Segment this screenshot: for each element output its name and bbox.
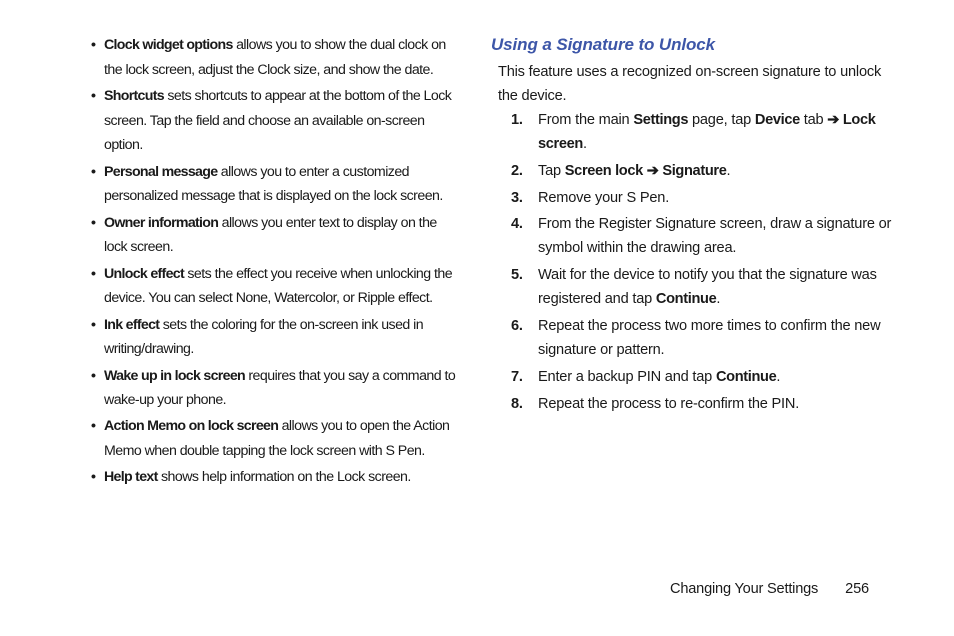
step-ui-label: Settings: [633, 112, 689, 128]
step-text: Enter a backup PIN and tap: [538, 368, 716, 385]
bullet-item: [91, 414, 459, 463]
bullet-description: allows you to enter a customized personalized message that is displayed on the lock screen.: [104, 163, 443, 205]
signature-steps-list: [491, 108, 901, 416]
step-ui-label: Continue: [715, 368, 777, 385]
bullet-item: [91, 465, 459, 490]
bullet-term: Action Memo on lock screen: [104, 418, 279, 435]
lock-screen-options-column: [91, 33, 459, 492]
step-ui-label: Device: [754, 112, 800, 128]
step-ui-label: ➔ Lock screen: [538, 112, 876, 152]
bullet-description: allows you to open the Action Memo when double tapping the lock screen with S Pen.: [104, 418, 450, 460]
footer-chapter-title: Changing Your Settings: [670, 581, 819, 597]
step-number: 2.: [511, 162, 523, 179]
bullet-term: Unlock effect: [104, 265, 184, 282]
page-footer: [670, 578, 869, 600]
bullet-description: sets the coloring for the on-screen ink used in writing/drawing.: [104, 316, 424, 358]
step-text: .: [726, 162, 731, 179]
bullet-item: [91, 211, 459, 260]
step-item: [511, 392, 901, 416]
bullet-description: requires that you say a command to wake-up your phone.: [104, 367, 456, 409]
bullet-item: [91, 84, 459, 158]
step-text: From the Register Signature screen, draw a signature or symbol within the drawing area.: [538, 216, 892, 257]
bullet-dot: •: [91, 316, 96, 333]
bullet-dot: •: [91, 214, 96, 231]
step-ui-label: Screen lock: [564, 162, 643, 179]
bullet-dot: •: [91, 367, 96, 384]
bullet-term: Personal message: [104, 163, 218, 180]
step-number: 6.: [511, 317, 523, 334]
step-item: [511, 159, 901, 183]
bullet-dot: •: [91, 418, 96, 435]
section-title: Using a Signature to Unlock: [491, 35, 715, 54]
bullet-item: [91, 364, 459, 413]
step-number: 3.: [511, 189, 523, 206]
step-item: [511, 365, 901, 389]
bullet-item: [91, 160, 459, 209]
section-intro: This feature uses a recognized on-screen signature to unlock the device.: [498, 64, 882, 104]
step-item: [511, 263, 901, 311]
step-number: 5.: [511, 267, 523, 284]
bullet-term: Clock widget options: [104, 37, 233, 53]
bullet-term: Ink effect: [104, 316, 160, 333]
step-item: [511, 186, 901, 210]
page-number: 256: [845, 581, 869, 597]
bullet-description: shows help information on the Lock screen.: [157, 469, 411, 486]
bullet-description: allows you to show the dual clock on the lock screen, adjust the Clock size, and show the date.: [104, 37, 446, 78]
bullet-description: allows you enter text to display on the lock screen.: [104, 214, 437, 256]
signature-unlock-section: [491, 33, 901, 418]
bullet-description: sets the effect you receive when unlocking the device. You can select None, Watercolor, or Ripple effect.: [104, 265, 453, 307]
step-text: page, tap: [688, 112, 755, 128]
step-ui-label: ➔ Signature: [646, 162, 727, 179]
bullet-item: [91, 313, 459, 362]
step-number: 7.: [511, 368, 523, 385]
bullet-term: Shortcuts: [104, 87, 164, 104]
bullet-dot: •: [91, 469, 96, 486]
step-text: .: [582, 136, 587, 152]
step-text: tab: [799, 112, 828, 128]
step-number: 8.: [511, 395, 523, 412]
step-text: Repeat the process two more times to confirm the new signature or pattern.: [538, 317, 881, 358]
step-text: .: [716, 291, 721, 308]
bullet-dot: •: [91, 87, 96, 104]
bullet-term: Owner information: [104, 214, 219, 231]
step-ui-label: Continue: [655, 291, 717, 308]
step-text: From the main: [538, 112, 634, 128]
bullet-term: Help text: [104, 469, 158, 486]
step-text: Tap: [538, 162, 565, 179]
step-text: Repeat the process to re-confirm the PIN.: [538, 395, 800, 412]
bullet-term: Wake up in lock screen: [104, 367, 245, 384]
bullet-dot: •: [91, 163, 96, 180]
bullet-item: [91, 262, 459, 311]
bullet-description: sets shortcuts to appear at the bottom of the Lock screen. Tap the field and choose an available on-screen option.: [104, 87, 452, 154]
step-text: Wait for the device to notify you that the signature was registered and tap: [538, 267, 877, 308]
step-item: [511, 314, 901, 362]
step-item: [511, 108, 901, 156]
step-text: .: [776, 368, 781, 385]
step-item: [511, 212, 901, 260]
bullet-dot: •: [91, 265, 96, 282]
lock-screen-options-list: [91, 33, 459, 490]
step-text: Remove your S Pen.: [538, 189, 670, 206]
step-number: 4.: [511, 216, 523, 233]
bullet-item: [91, 33, 459, 82]
step-number: 1.: [511, 112, 523, 128]
bullet-dot: •: [91, 37, 96, 53]
